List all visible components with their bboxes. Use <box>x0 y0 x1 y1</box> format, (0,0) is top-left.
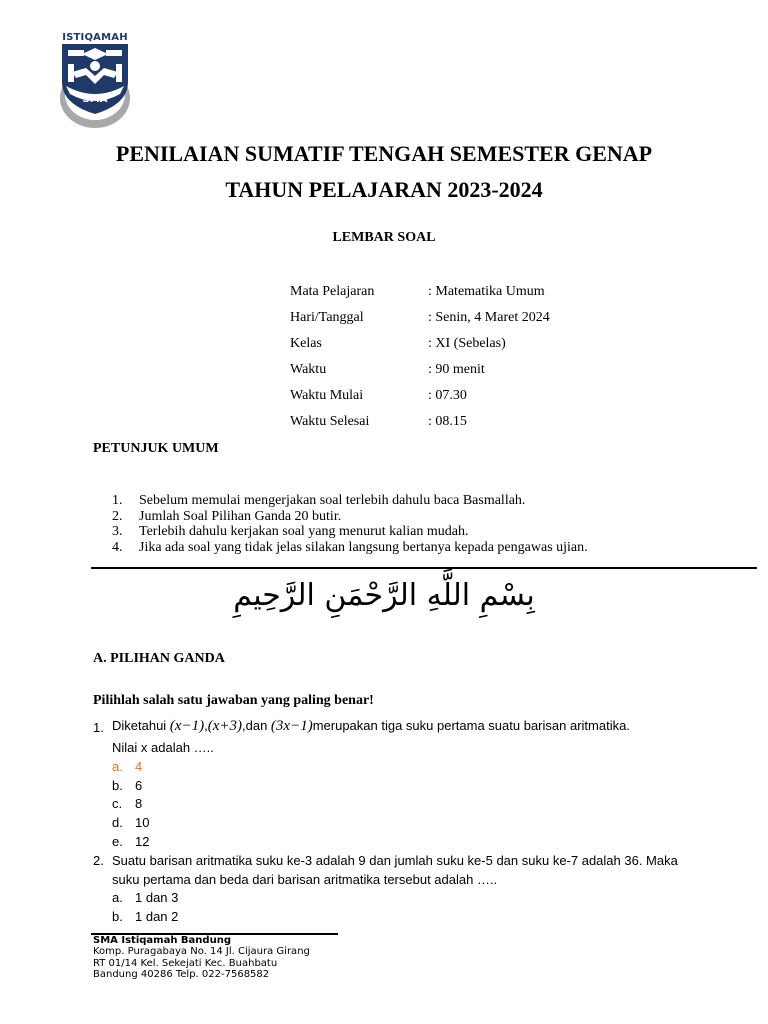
question-number: 1. <box>93 720 104 735</box>
info-label: Waktu <box>290 362 327 377</box>
option-letter: a. <box>112 890 123 905</box>
footer <box>93 935 310 980</box>
option-text: 12 <box>135 834 150 849</box>
info-label: Kelas <box>290 336 322 351</box>
instructions-heading: PETUNJUK UMUM <box>93 441 219 456</box>
list-item-number: 1. <box>112 493 123 508</box>
math-expression: (3x−1) <box>270 718 313 734</box>
option-letter: b. <box>112 909 123 924</box>
info-value: : 08.15 <box>428 414 467 429</box>
info-label: Waktu Mulai <box>290 388 364 403</box>
list-item-text: Terlebih dahulu kerjakan soal yang menurut kalian mudah. <box>139 524 469 539</box>
math-expression: (x−1) <box>169 718 205 734</box>
option-letter: e. <box>112 834 123 849</box>
option-text: 10 <box>135 815 150 830</box>
question-text-suffix: merupakan tiga suku pertama suatu barisan aritmatika. <box>312 718 630 733</box>
section-instruction: Pilihlah salah satu jawaban yang paling benar! <box>93 693 374 708</box>
list-item-text: Jumlah Soal Pilihan Ganda 20 butir. <box>139 508 342 524</box>
logo-emblem-icon <box>54 42 136 132</box>
footer-address-line: Komp. Puragabaya No. 14 Jl. Cijaura Girang <box>93 946 310 958</box>
academic-year-title: TAHUN PELAJARAN 2023-2024 <box>225 177 543 202</box>
question-separator: ,dan <box>242 718 271 733</box>
footer-address-line: Bandung 40286 Telp. 022-7568582 <box>93 968 270 980</box>
logo-top-text: ISTIQAMAH <box>62 32 128 43</box>
option-text: 1 dan 2 <box>135 909 179 924</box>
math-expression: (x+3) <box>207 718 242 734</box>
section-title: A. PILIHAN GANDA <box>93 651 225 666</box>
info-value: : 07.30 <box>428 388 467 403</box>
info-value: : XI (Sebelas) <box>428 336 506 351</box>
option-text: 8 <box>135 796 143 811</box>
option-letter: d. <box>112 815 123 830</box>
option-letter: a. <box>112 759 123 774</box>
info-label: Hari/Tanggal <box>290 310 364 325</box>
list-item-number: 4. <box>112 539 123 555</box>
info-value: : 90 menit <box>428 362 485 377</box>
info-value: : Senin, 4 Maret 2024 <box>428 310 550 325</box>
exam-title: PENILAIAN SUMATIF TENGAH SEMESTER GENAP <box>115 141 653 166</box>
info-label: Waktu Selesai <box>290 414 370 429</box>
logo-bottom-text: SMA <box>82 94 108 105</box>
list-item-text: Jika ada soal yang tidak jelas silakan langsung bertanya kepada pengawas ujian. <box>139 539 588 555</box>
info-label: Mata Pelajaran <box>290 284 375 299</box>
list-item-text: Sebelum memulai mengerjakan soal terlebih dahulu baca Basmallah. <box>139 493 526 508</box>
list-item-number: 2. <box>112 508 123 524</box>
question-number: 2. <box>93 853 104 868</box>
school-logo <box>54 32 136 132</box>
question-2-line1: Suatu barisan aritmatika suku ke-3 adalah 9 dan jumlah suku ke-5 dan suku ke-7 adalah 36. Maka <box>112 853 678 868</box>
option-text: 1 dan 3 <box>135 890 179 905</box>
basmalah-text: بِسْمِ اللَّهِ الرَّحْمَنِ الرَّحِيمِ <box>233 578 535 613</box>
option-letter: c. <box>112 796 123 811</box>
footer-address-line: RT 01/14 Kel. Sekejati Kec. Buahbatu <box>93 957 278 969</box>
sheet-subtitle: LEMBAR SOAL <box>332 230 436 245</box>
list-item-number: 3. <box>112 524 123 539</box>
question-1-text <box>112 718 630 735</box>
info-value: : Matematika Umum <box>428 284 545 299</box>
footer-school-name: SMA Istiqamah Bandung <box>93 935 231 946</box>
option-letter: b. <box>112 778 123 793</box>
question-text-prefix: Diketahui <box>112 718 170 733</box>
question-separator: , <box>204 718 208 733</box>
option-text: 6 <box>135 778 143 793</box>
question-1-line2: Nilai x adalah ….. <box>112 740 214 755</box>
divider-line <box>91 567 757 569</box>
question-2-line2: suku pertama dan beda dari barisan aritmatika tersebut adalah ….. <box>112 872 498 887</box>
option-text: 4 <box>135 759 143 774</box>
